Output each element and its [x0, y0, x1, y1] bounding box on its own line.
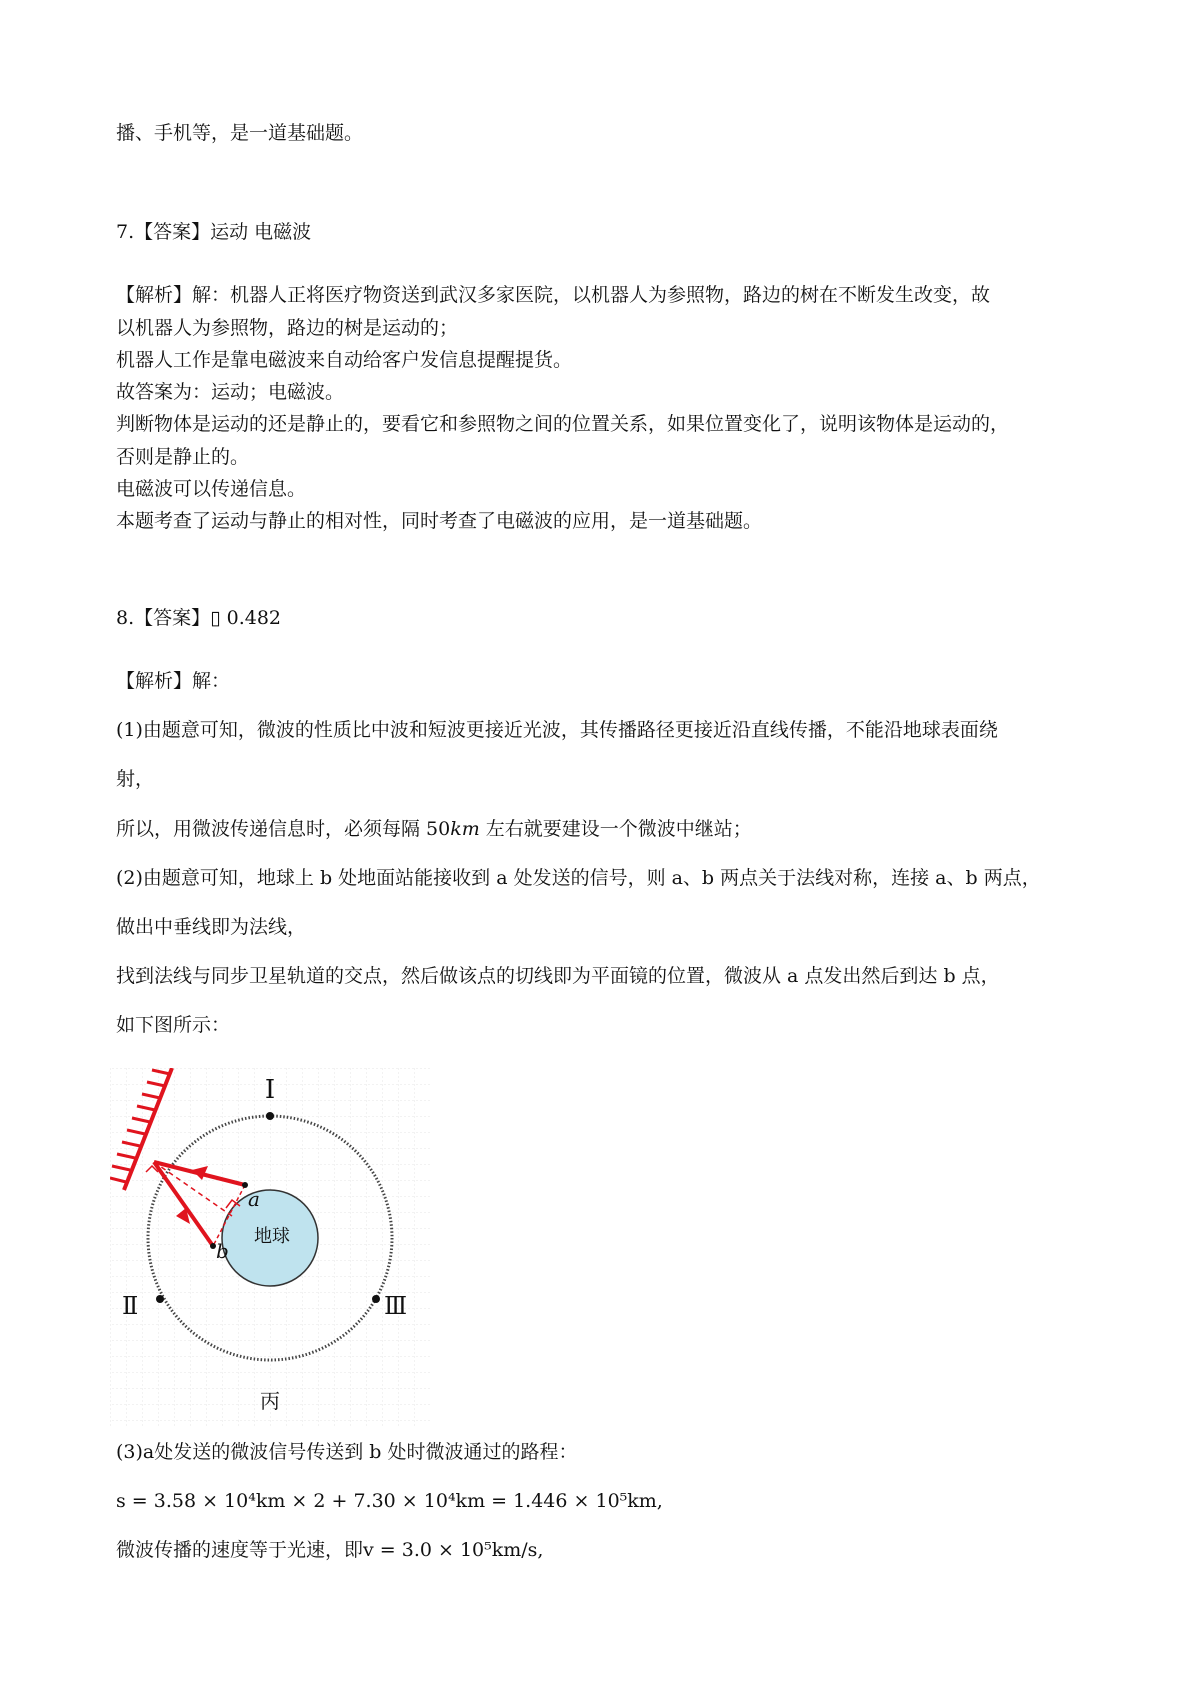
q8-analysis-line: 如下图所示： — [116, 1014, 231, 1036]
satellite-III-dot — [372, 1295, 380, 1303]
label-a: a — [248, 1187, 260, 1211]
q8-analysis-line: 做出中垂线即为法线， — [116, 916, 307, 938]
q7-analysis-line: 以机器人为参照物，路边的树是运动的； — [116, 317, 459, 339]
label-earth: 地球 — [254, 1226, 290, 1247]
label-II: Ⅱ — [122, 1292, 139, 1320]
figure-caption: 丙 — [260, 1389, 280, 1413]
q8-analysis-line: (3)a处发送的微波信号传送到 b 处时微波通过的路程： — [116, 1441, 578, 1463]
q7-answer: 7.【答案】运动 电磁波 — [116, 221, 312, 243]
orbit-reflection-figure — [110, 1068, 430, 1428]
satellite-I-dot — [266, 1112, 274, 1120]
q8-analysis-line: 【解析】解： — [116, 670, 231, 692]
q8-a3-unit: km — [450, 818, 480, 840]
q8-analysis-line: (1)由题意可知，微波的性质比中波和短波更接近光波，其传播路径更接近沿直线传播，不能沿地球表面绕 — [116, 719, 998, 741]
q7-analysis-line: 判断物体是运动的还是静止的，要看它和参照物之间的位置关系，如果位置变化了，说明该物体是运动的， — [116, 413, 1010, 435]
q8-formula-speed: 微波传播的速度等于光速，即v = 3.0 × 10⁵km/s, — [116, 1539, 544, 1561]
q7-analysis-line: 否则是静止的。 — [116, 446, 250, 468]
q8-a3-post: 左右就要建设一个微波中继站； — [479, 818, 752, 840]
q7-analysis-line: 机器人工作是靠电磁波来自动给客户发信息提醒提货。 — [116, 349, 573, 371]
q7-analysis-line: 本题考查了运动与静止的相对性，同时考查了电磁波的应用，是一道基础题。 — [116, 510, 763, 532]
q8-analysis-line — [116, 815, 752, 843]
text-line: 播、手机等，是一道基础题。 — [116, 122, 364, 144]
q8-analysis-line: 找到法线与同步卫星轨道的交点，然后做该点的切线即为平面镜的位置，微波从 a 点发出然后到达 b 点， — [116, 965, 1000, 987]
q8-a3-pre: 所以，用微波传递信息时，必须每隔 50 — [116, 818, 451, 840]
label-b: b — [216, 1239, 229, 1263]
q7-analysis-line: 电磁波可以传递信息。 — [116, 478, 307, 500]
label-I: Ⅰ — [264, 1075, 276, 1105]
satellite-II-dot — [156, 1295, 164, 1303]
label-III: Ⅲ — [384, 1292, 408, 1320]
q7-analysis-line: 【解析】解：机器人正将医疗物资送到武汉多家医院，以机器人为参照物，路边的树在不断发生改变，故 — [116, 284, 991, 306]
q8-answer: 8.【答案】▯ 0.482 — [116, 607, 282, 629]
q8-formula-distance: s = 3.58 × 10⁴km × 2 + 7.30 × 10⁴km = 1.446 × 10⁵km, — [116, 1490, 663, 1512]
q8-analysis-line: 射， — [116, 768, 155, 790]
figure-svg — [110, 1068, 430, 1428]
q7-analysis-line: 故答案为：运动；电磁波。 — [116, 381, 345, 403]
q8-analysis-line: (2)由题意可知，地球上 b 处地面站能接收到 a 处发送的信号，则 a、b 两点关于法线对称，连接 a、b 两点， — [116, 867, 1041, 889]
